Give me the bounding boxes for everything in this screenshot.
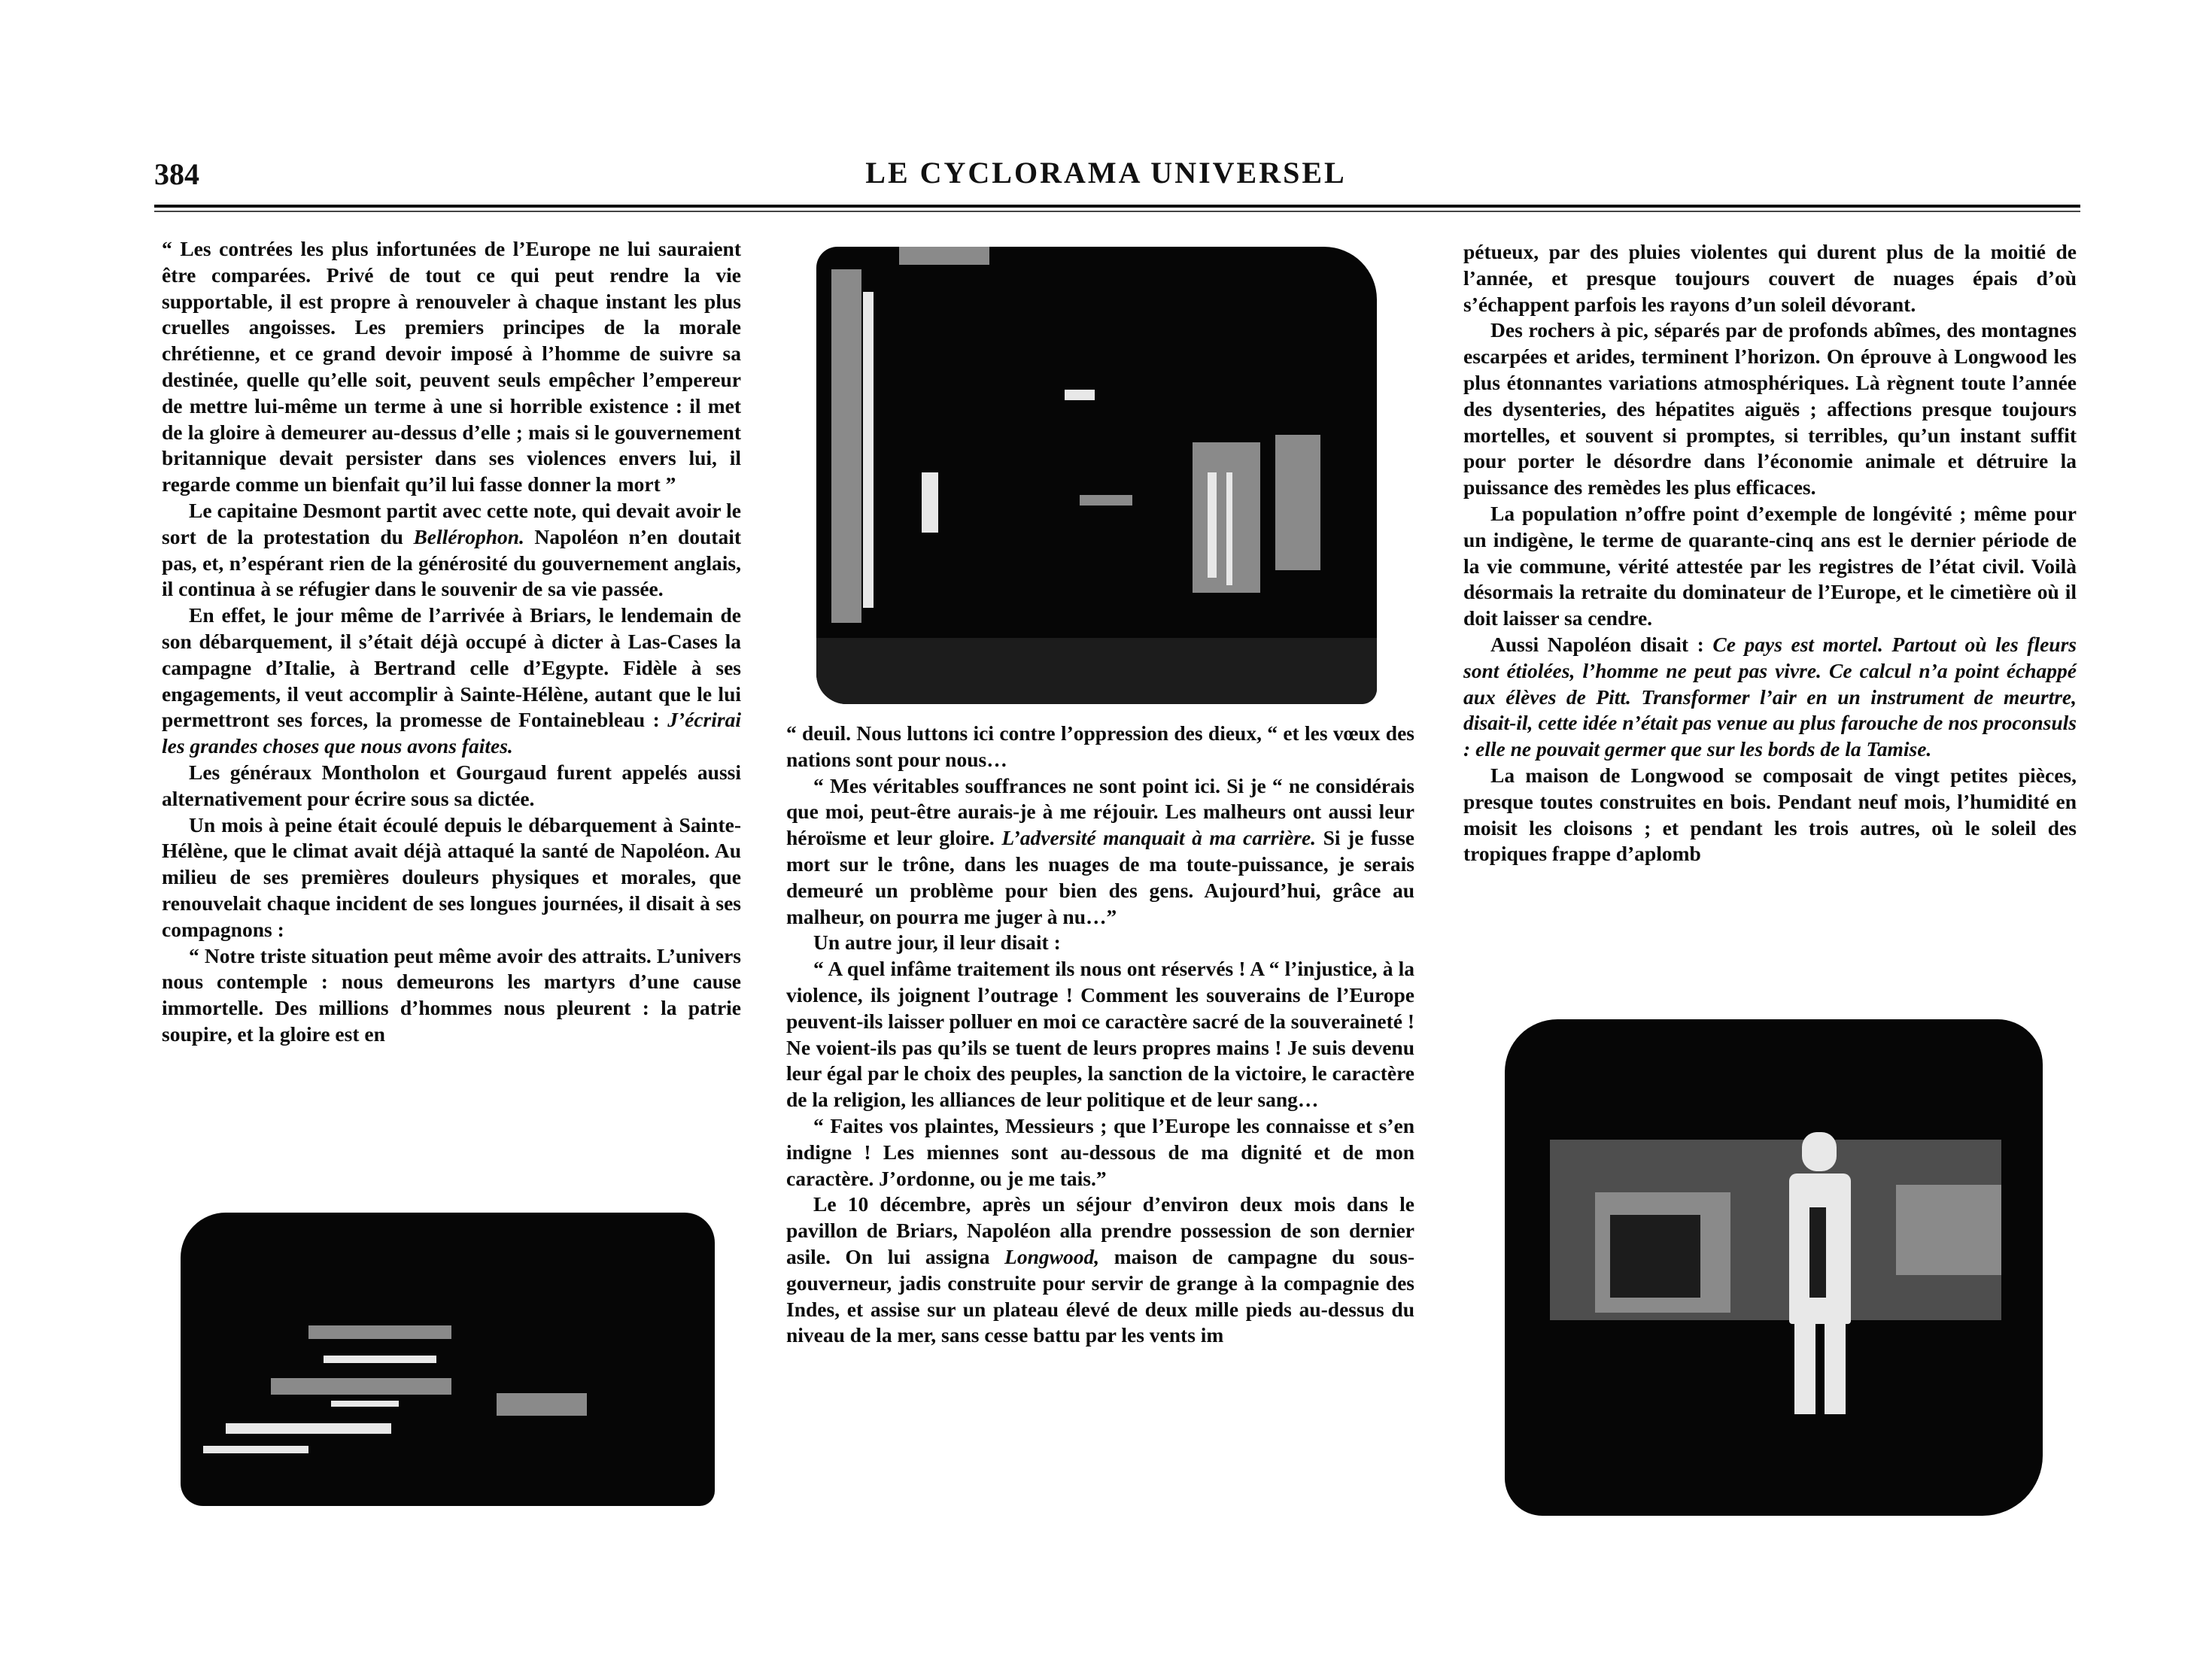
page-number: 384 [154, 157, 199, 191]
paragraph: “ Notre triste situation peut même avoir des attraits. L’univers nous contemple : nous demeurons les martyrs d’une cause immortelle. Des millions d’hommes nous pleurent : la patrie soupire, et la gloire est en [162, 943, 741, 1046]
running-title: LE CYCLORAMA UNIVERSEL [865, 156, 1347, 190]
engraving-standing-figure [1505, 1019, 2043, 1516]
header-rule [154, 205, 2080, 208]
engraving-landscape [181, 1213, 715, 1506]
text-run: Napoléon n’en doutait pas, et, n’espérant rien de la générosité du gouvernement anglais, il continua à se réfugier dans le souvenir de sa vie passée. [162, 524, 741, 601]
engraving-detail [1226, 472, 1232, 585]
engraving-detail [816, 638, 1377, 704]
engraving-detail [1809, 1207, 1826, 1298]
paragraph [162, 603, 741, 760]
paragraph: “ Les contrées les plus infortunées de l’Europe ne lui sauraient être comparées. Privé de tout ce qui peut rendre la vie supportable, il est propre à renouveler à chaque instant les plus cruelles angoisses. Les premiers principes de la morale chrétienne, et ce grand devoir imposé à l’homme de suivre sa destinée, quelle qu’elle soit, peuvent seuls empêcher l’empereur de mettre lui-même un terme à une si horrible existence : il met de la gloire à demeurer au-dessus d’elle ; mais si le gouvernement britannique devait persister dans ses violences envers lui, il regarde comme un bienfait qu’il lui fasse donner la mort ” [162, 237, 741, 496]
paragraph: “ deuil. Nous luttons ici contre l’oppression des dieux, “ et les vœux des nations sont pour nous… [786, 721, 1414, 771]
engraving-detail [1610, 1215, 1700, 1298]
header-rule-thin [154, 211, 2080, 212]
paragraph: “ A quel infâme traitement ils nous ont réservés ! A “ l’injustice, à la violence, ils joignent l’outrage ! Comment les souverains de l’Europe peuvent-ils laisser polluer en moi ce caractère sacré de la souveraineté ! Ne voient-ils pas qu’ils se tuent de leurs propres mains ! Je suis devenu leur égal par le choix des peuples, la sanction de la victoire, le caractère de la religion, les alliances de leur politique et de leur sang… [786, 957, 1414, 1112]
place-name-italic: Longwood, [1004, 1244, 1100, 1268]
engraving-detail [226, 1423, 391, 1434]
engraving-detail [1825, 1324, 1846, 1414]
paragraph: pétueux, par des pluies violentes qui durent plus de la moitié de l’année, et presque toujours couvert de nuages épais d’où s’échappent parfois les rayons d’un soleil dévorant. [1463, 240, 2077, 316]
text-run: Le 10 décembre, après un séjour d’environ deux mois dans le pavillon de Briars, Napoléon alla prendre possession de son dernier asile. On lui assigna [786, 1192, 1414, 1268]
engraving-detail [331, 1401, 399, 1407]
text-column-middle [786, 721, 1414, 1349]
text-column-left [162, 236, 741, 1048]
engraving-detail [1208, 472, 1217, 578]
engraving-detail [1794, 1324, 1815, 1414]
quote-italic: J’écrirai les grandes choses que nous avons faites. [162, 708, 741, 758]
text-run: “ Mes véritables souffrances ne sont point ici. Si je “ ne considérais que moi, peut-être aurais-je à me réjouir. Les malheurs ont aussi leur héroïsme et leur gloire. [786, 773, 1414, 850]
quote-italic: L’adversité manquait à ma carrière. [1001, 826, 1317, 850]
text-column-right [1463, 239, 2077, 867]
engraving-detail [497, 1393, 587, 1416]
engraving-detail [324, 1356, 436, 1363]
paragraph: La population n’offre point d’exemple de longévité ; même pour un indigène, le terme de quarante-cinq ans est le dernier période de la vie commune, vérité attestée par les registres de l’état civil. Voilà désormais la retraite du dominateur de l’Europe, et le cimetière où il doit laisser sa cendre. [1463, 501, 2077, 630]
paragraph: Les généraux Montholon et Gourgaud furent appelés aussi alternativement pour écrire sous sa dictée. [162, 760, 741, 810]
engraving-detail [1080, 495, 1132, 506]
engraving-detail [203, 1446, 308, 1453]
paragraph [162, 498, 741, 603]
engraving-detail [1275, 435, 1320, 570]
engraving-detail [899, 247, 989, 265]
paragraph: “ Faites vos plaintes, Messieurs ; que l’Europe les connaisse et s’en indigne ! Les miennes sont au-dessous de ma dignité et de mon caractère. J’ordonne, ou je me tais.” [786, 1113, 1414, 1190]
paragraph [786, 773, 1414, 931]
engraving-detail [831, 269, 861, 623]
paragraph: La maison de Longwood se composait de vingt petites pièces, presque toutes construites en bois. Pendant neuf mois, l’humidité en moisit les cloisons ; et pendant les trois autres, où le soleil des tropiques frappe d’aplomb [1463, 763, 2077, 866]
text-run: Si je fusse mort sur le trône, dans les nuages de ma toute-puissance, je serais demeuré un problème pour bien des gens. Aujourd’hui, grâce au malheur, on pourra me juger à nu…” [786, 826, 1414, 928]
engraving-detail [1802, 1132, 1837, 1171]
engraving-detail [308, 1325, 451, 1339]
text-run: maison de campagne du sous-gouverneur, jadis construite pour servir de grange à la compagnie des Indes, et assise sur un plateau élevé de deux mille pieds au-dessus du niveau de la mer, sans cesse battu par les vents im [786, 1244, 1414, 1347]
quote-italic: Ce pays est mortel. Partout où les fleurs sont étiolées, l’homme ne peut pas vivre. Ce calcul n’a point échappé aux élèves de Pitt. Transformer l’air en un instrument de meurtre, disait-il, cette idée n’était pas venue au plus farouche de nos proconsuls : elle ne pouvait germer que sur les bords de la Tamise. [1463, 632, 2077, 761]
paragraph: Des rochers à pic, séparés par de profonds abîmes, des montagnes escarpées et arides, terminent l’horizon. On éprouve à Longwood les plus étonnantes variations atmosphériques. Là règnent toute l’année des dysenteries, des hépatites aiguës ; affections presque toujours mortelles, et souvent si promptes, si terribles, qu’un instant suffit pour porter le désordre dans l’économie animale et détruire la puissance des remèdes les plus efficaces. [1463, 318, 2077, 499]
paragraph: Un autre jour, il leur disait : [813, 931, 1061, 955]
text-run: Aussi Napoléon disait : [1490, 632, 1713, 656]
engraving-detail [863, 292, 874, 608]
engraving-detail [1896, 1185, 2001, 1275]
paragraph: Un mois à peine était écoulé depuis le débarquement à Sainte-Hélène, que le climat avait déjà attaqué la santé de Napoléon. Au milieu de ses premières douleurs physiques et morales, que renouvelait chaque incident de ses longues journées, il disait à ses compagnons : [162, 812, 741, 941]
ship-name-italic: Bellérophon. [413, 524, 524, 548]
engraving-detail [1065, 390, 1095, 400]
paragraph [1463, 632, 2077, 763]
engraving-detail [271, 1378, 451, 1395]
paragraph [786, 1192, 1414, 1349]
text-run: En effet, le jour même de l’arrivée à Briars, le lendemain de son débarquement, il s’était déjà occupé à dicter à Las-Cases la campagne d’Italie, à Bertrand celle d’Egypte. Fidèle à ses engagements, il veut accomplir à Sainte-Hélène, autant que le lui permettront ses forces, la promesse de Fontainebleau : [162, 603, 741, 732]
engraving-detail [922, 472, 938, 533]
engraving-interior-room [816, 247, 1377, 704]
text-run: Le capitaine Desmont partit avec cette note, qui devait avoir le sort de la protestation du [162, 498, 741, 548]
